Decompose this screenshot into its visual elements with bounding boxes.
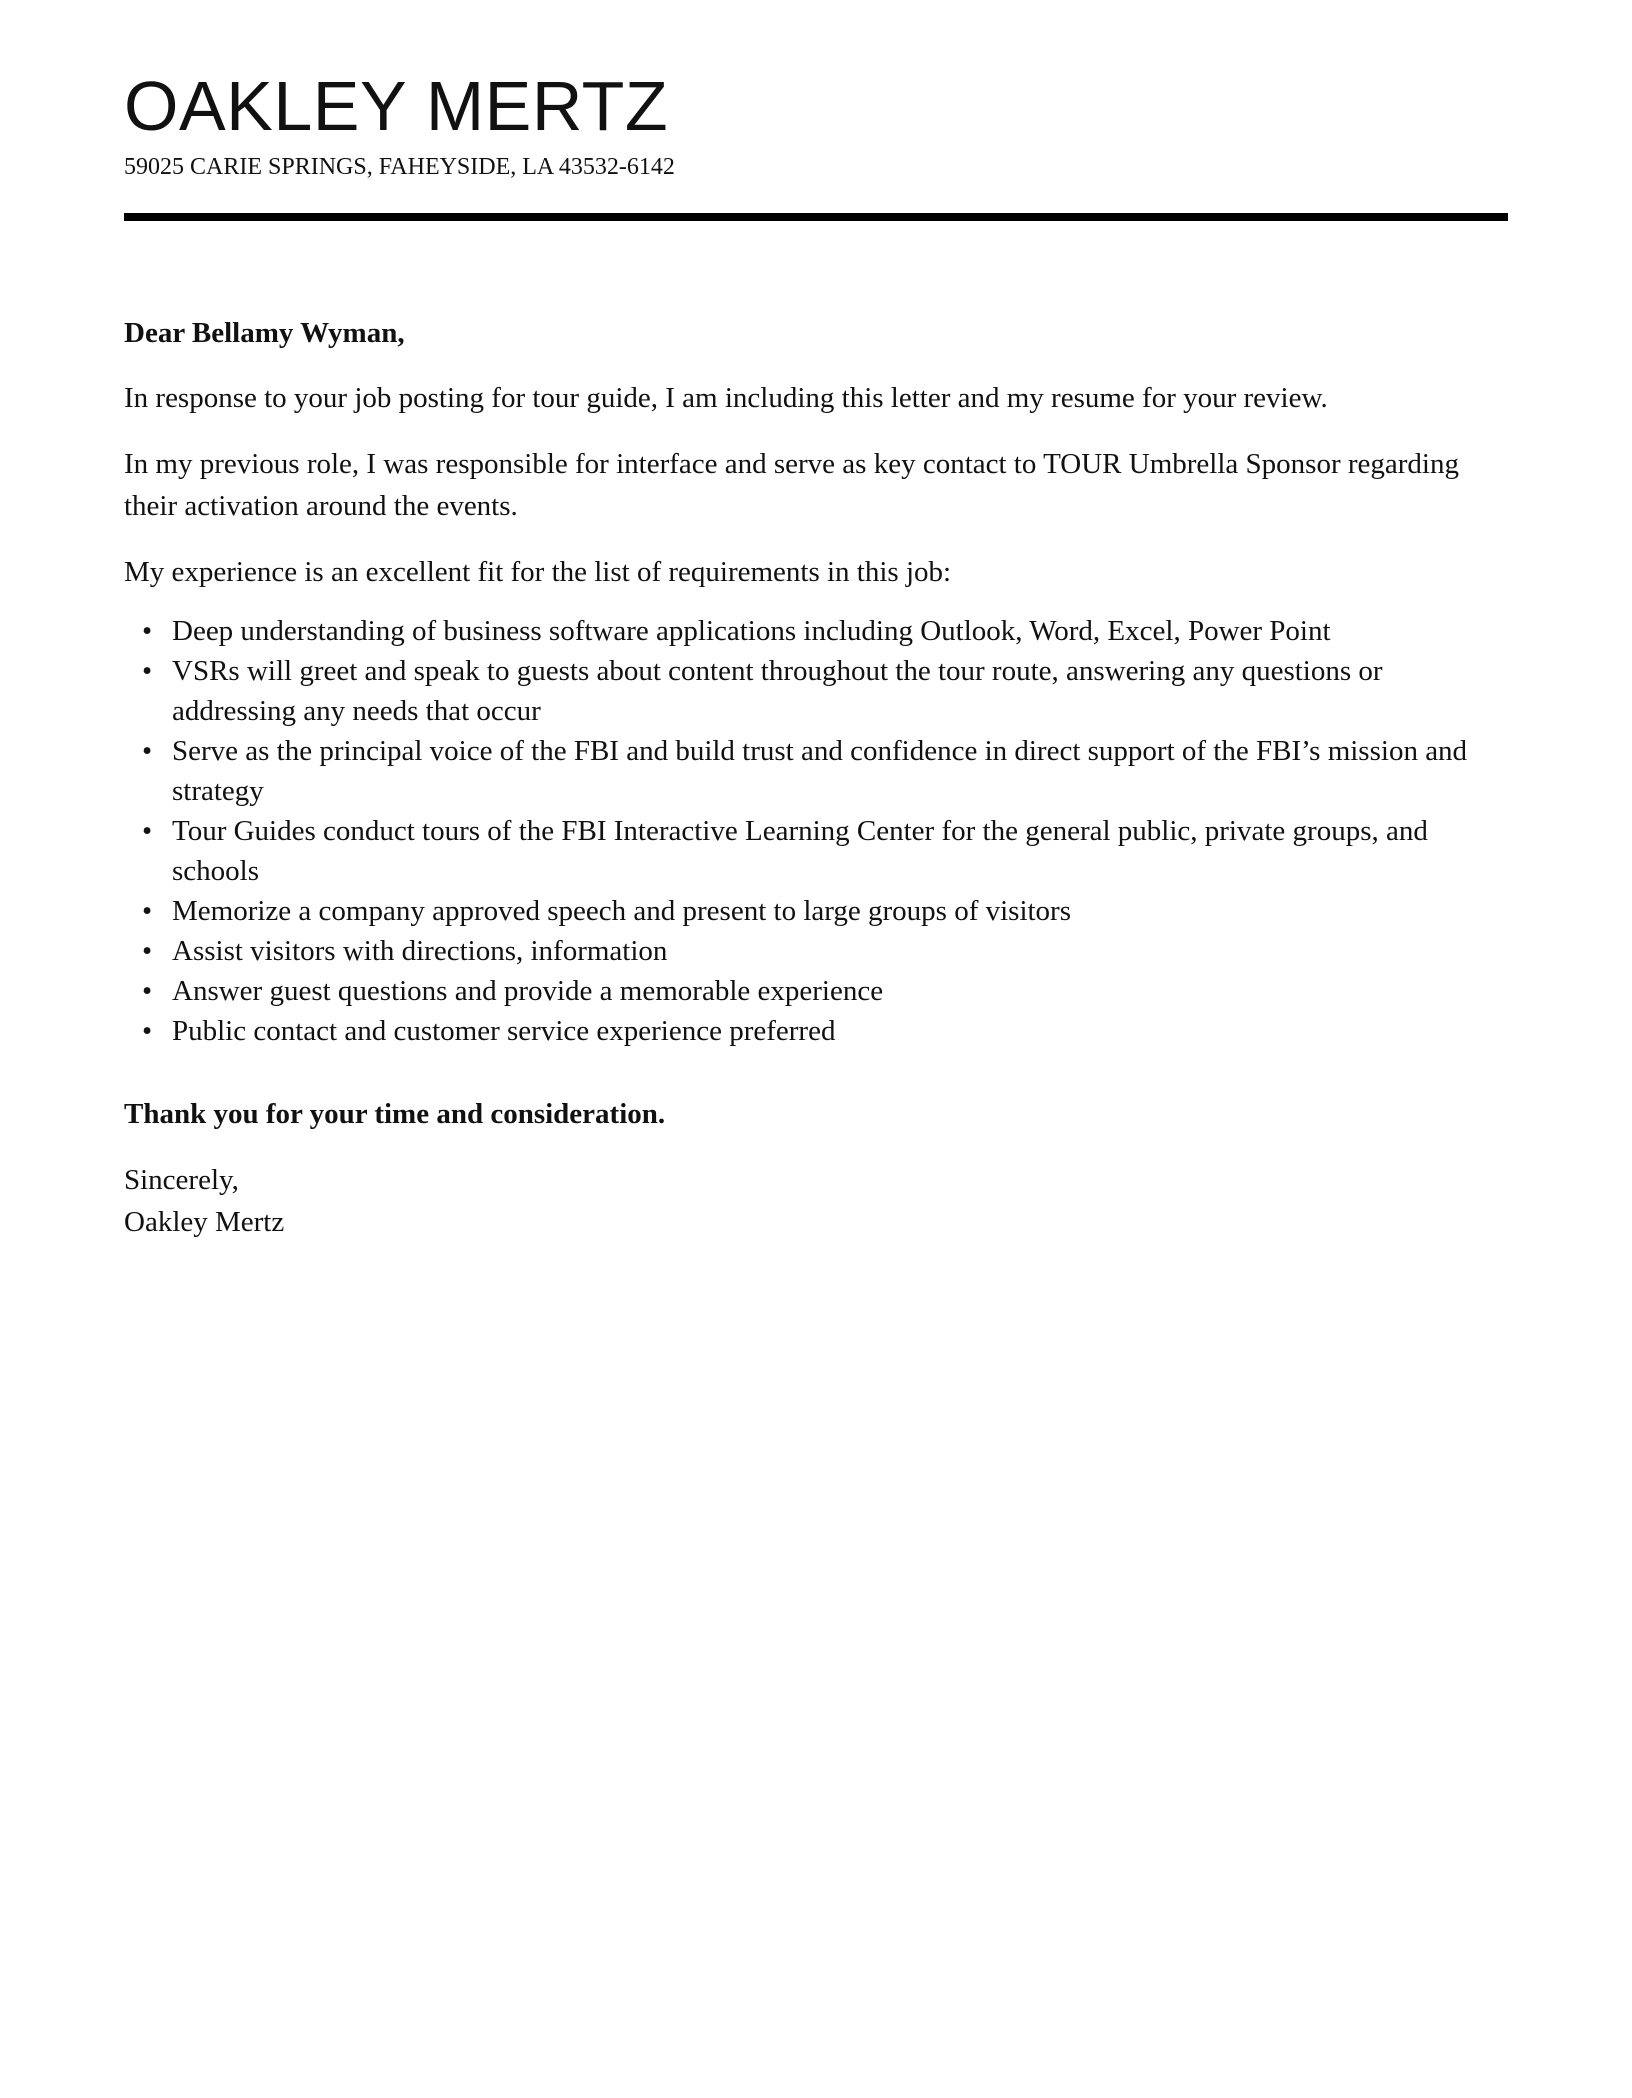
list-item [142,971,1508,1011]
requirement-text: Assist visitors with directions, information [172,935,668,967]
header-divider [124,213,1508,221]
bullet-icon: • [142,655,153,687]
bullet-icon: • [142,815,153,847]
bullet-icon: • [142,935,153,967]
requirements-list [124,611,1508,1051]
list-item [142,931,1508,971]
requirements-intro: My experience is an excellent fit for the list of requirements in this job: [124,556,952,588]
bullet-icon: • [142,895,153,927]
requirement-text: Answer guest questions and provide a memorable experience [172,975,884,1007]
cover-letter-page [124,66,1508,1243]
bullet-icon: • [142,975,153,1007]
requirement-text: Serve as the principal voice of the FBI and build trust and confidence in direct support of the FBI’s mission and strategy [172,735,1468,807]
list-item [142,891,1508,931]
applicant-name: OAKLEY MERTZ [124,67,669,145]
requirement-text: Memorize a company approved speech and present to large groups of visitors [172,895,1071,927]
list-item [142,1011,1508,1051]
signoff-text: Sincerely, [124,1164,239,1196]
requirement-text: VSRs will greet and speak to guests about content throughout the tour route, answering any questions or addressing any needs that occur [172,655,1383,727]
bullet-icon: • [142,1015,153,1047]
intro-paragraph: In response to your job posting for tour guide, I am including this letter and my resume for your review. [124,382,1328,414]
list-item [142,651,1508,731]
requirement-text: Tour Guides conduct tours of the FBI Interactive Learning Center for the general public, private groups, and schools [172,815,1428,887]
list-item [142,611,1508,651]
bullet-icon: • [142,615,153,647]
signature-name: Oakley Mertz [124,1206,285,1238]
closing-line: Thank you for your time and consideration. [124,1098,666,1130]
salutation: Dear Bellamy Wyman, [124,317,405,349]
list-item [142,731,1508,811]
experience-paragraph: In my previous role, I was responsible for interface and serve as key contact to TOUR Umbrella Sponsor regarding their activation around the events. [124,448,1459,522]
bullet-icon: • [142,735,153,767]
list-item [142,811,1508,891]
requirement-text: Public contact and customer service experience preferred [172,1015,836,1047]
applicant-address: 59025 CARIE SPRINGS, FAHEYSIDE, LA 43532-6142 [124,154,675,180]
requirement-text: Deep understanding of business software applications including Outlook, Word, Excel, Power Point [172,615,1331,647]
signoff-block [124,1159,1508,1243]
